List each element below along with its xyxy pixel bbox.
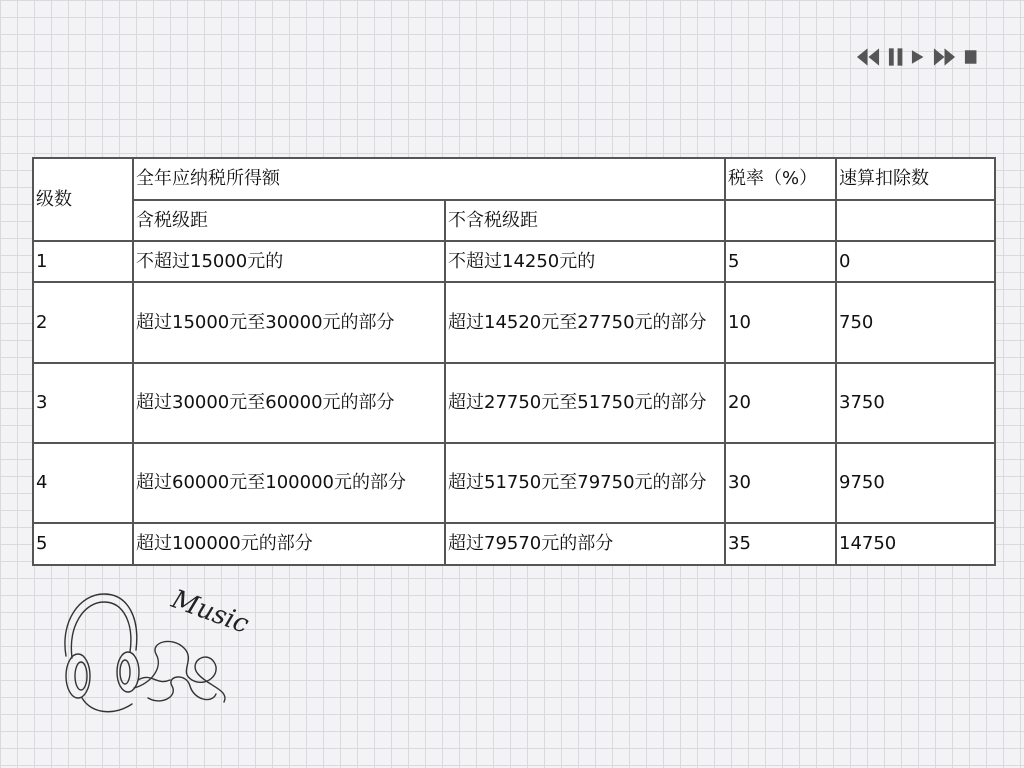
subheader-row — [33, 200, 995, 241]
cell-without-tax: 超过27750元至51750元的部分 — [445, 363, 725, 443]
cell-deduction: 9750 — [836, 443, 995, 523]
cell-level: 2 — [33, 282, 133, 363]
header-without-tax: 不含税级距 — [445, 200, 725, 241]
cell-with-tax: 超过100000元的部分 — [133, 523, 445, 565]
header-annual-income: 全年应纳税所得额 — [133, 158, 725, 200]
table-row — [33, 523, 995, 565]
play-icon[interactable] — [910, 46, 925, 68]
cell-rate: 5 — [725, 241, 836, 282]
header-level: 级数 — [33, 158, 133, 241]
cell-rate: 10 — [725, 282, 836, 363]
cell-without-tax: 不超过14250元的 — [445, 241, 725, 282]
cell-with-tax: 超过15000元至30000元的部分 — [133, 282, 445, 363]
table-row — [33, 363, 995, 443]
cell-level: 3 — [33, 363, 133, 443]
headphones-music-doodle — [52, 576, 262, 726]
cell-deduction: 750 — [836, 282, 995, 363]
table-row — [33, 241, 995, 282]
tax-rate-table — [32, 157, 996, 566]
table-row — [33, 282, 995, 363]
pause-icon[interactable] — [887, 46, 904, 68]
cell-level: 5 — [33, 523, 133, 565]
cell-level: 1 — [33, 241, 133, 282]
cell-without-tax: 超过14520元至27750元的部分 — [445, 282, 725, 363]
media-controls — [856, 44, 978, 70]
cell-deduction: 3750 — [836, 363, 995, 443]
cell-without-tax: 超过51750元至79750元的部分 — [445, 443, 725, 523]
cell-level: 4 — [33, 443, 133, 523]
cell-deduction: 14750 — [836, 523, 995, 565]
cell-with-tax: 超过60000元至100000元的部分 — [133, 443, 445, 523]
cell-rate: 35 — [725, 523, 836, 565]
cell-rate: 20 — [725, 363, 836, 443]
cell-with-tax: 超过30000元至60000元的部分 — [133, 363, 445, 443]
header-empty-cell — [725, 200, 836, 241]
header-row — [33, 158, 995, 200]
fast-forward-icon[interactable] — [932, 46, 957, 68]
cell-deduction: 0 — [836, 241, 995, 282]
header-tax-rate: 税率（%） — [725, 158, 836, 200]
table-row — [33, 443, 995, 523]
header-quick-deduction: 速算扣除数 — [836, 158, 995, 200]
header-with-tax: 含税级距 — [133, 200, 445, 241]
stop-icon[interactable] — [963, 46, 978, 68]
music-label: Music — [167, 584, 253, 640]
rewind-icon[interactable] — [856, 46, 881, 68]
cell-without-tax: 超过79570元的部分 — [445, 523, 725, 565]
header-empty-cell — [836, 200, 995, 241]
cell-with-tax: 不超过15000元的 — [133, 241, 445, 282]
cell-rate: 30 — [725, 443, 836, 523]
